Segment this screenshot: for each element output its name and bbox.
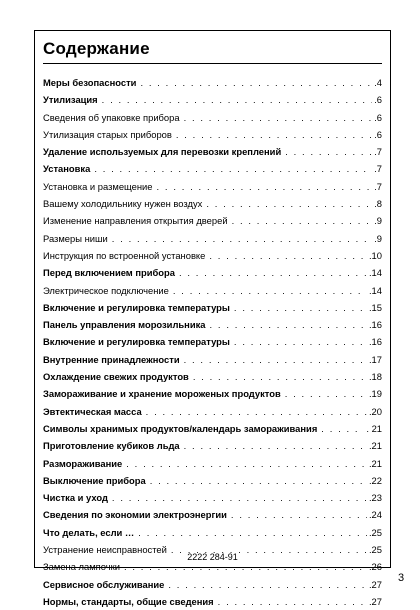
toc-entry-page: .6 xyxy=(374,111,382,123)
toc-leader-dots xyxy=(138,524,367,541)
toc-entry-title: Изменение направления открытия дверей xyxy=(43,215,228,227)
toc-entry-title: Охлаждение свежих продуктов xyxy=(43,371,189,383)
toc-entry xyxy=(43,74,382,91)
toc-entry-title: Панель управления морозильника xyxy=(43,319,206,331)
toc-leader-dots xyxy=(150,472,367,489)
toc-entry-title: Инструкция по встроенной установке xyxy=(43,249,206,261)
page-title: Содержание xyxy=(43,39,150,58)
table-of-contents xyxy=(43,74,382,610)
toc-entry-page: .10 xyxy=(368,249,382,261)
toc-entry-title: Символы хранимых продуктов/календарь замораживания xyxy=(43,422,318,434)
toc-entry-title: Размеры ниши xyxy=(43,232,108,244)
toc-entry xyxy=(43,247,382,264)
toc-leader-dots xyxy=(193,368,367,385)
toc-entry xyxy=(43,126,382,143)
toc-entry-page: .9 xyxy=(374,232,382,244)
toc-entry-page: .23 xyxy=(368,492,382,504)
toc-leader-dots xyxy=(176,126,372,143)
toc-leader-dots xyxy=(168,576,367,593)
toc-entry-page: .9 xyxy=(374,215,382,227)
toc-entry-page: .27 xyxy=(368,578,382,590)
toc-entry-page: .25 xyxy=(368,526,382,538)
toc-leader-dots xyxy=(126,455,367,472)
toc-entry-title: Включение и регулировка температуры xyxy=(43,301,230,313)
toc-leader-dots xyxy=(232,212,373,229)
toc-leader-dots xyxy=(184,109,373,126)
page-number: 3 xyxy=(398,572,405,584)
toc-entry-title: Вашему холодильнику нужен воздух xyxy=(43,198,203,210)
toc-entry xyxy=(43,385,382,402)
toc-leader-dots xyxy=(206,195,372,212)
contents-frame xyxy=(34,30,391,607)
toc-entry xyxy=(43,506,382,523)
toc-leader-dots xyxy=(173,282,367,299)
toc-entry xyxy=(43,403,382,420)
toc-entry-title: Меры безопасности xyxy=(43,77,137,88)
toc-entry xyxy=(43,230,382,247)
toc-entry-page: .16 xyxy=(368,336,382,348)
toc-entry-title: Эвтектическая масса xyxy=(43,405,142,417)
toc-entry-page: .14 xyxy=(368,284,382,296)
toc-entry-page: .6 xyxy=(374,128,382,140)
toc-entry-title: Устранение неисправностей xyxy=(43,544,167,556)
toc-leader-dots xyxy=(231,506,367,523)
toc-entry-page: .17 xyxy=(368,353,382,365)
toc-entry-page: .27 xyxy=(368,595,382,607)
toc-leader-dots xyxy=(140,74,372,91)
toc-entry xyxy=(43,351,382,368)
toc-entry-title: Приготовление кубиков льда xyxy=(43,440,180,452)
toc-entry-title: Сведения по экономии электроэнергии xyxy=(43,509,227,521)
toc-leader-dots xyxy=(112,230,372,247)
toc-entry xyxy=(43,195,382,212)
toc-entry-title: Включение и регулировка температуры xyxy=(43,336,230,348)
toc-entry xyxy=(43,212,382,229)
toc-entry-title: Установка xyxy=(43,163,91,175)
toc-entry-title: Замена лампочки xyxy=(43,561,120,573)
toc-entry xyxy=(43,333,382,350)
toc-entry xyxy=(43,368,382,385)
toc-entry-title: Удаление используемых для перевозки креплений xyxy=(43,146,282,158)
toc-leader-dots xyxy=(146,403,367,420)
toc-entry-page: .19 xyxy=(368,388,382,400)
toc-entry-page: .16 xyxy=(368,319,382,331)
toc-leader-dots xyxy=(112,489,367,506)
toc-entry-title: Сервисное обслуживание xyxy=(43,578,165,590)
toc-entry xyxy=(43,576,382,593)
toc-leader-dots xyxy=(285,143,372,160)
toc-entry-page: .15 xyxy=(368,301,382,313)
toc-entry xyxy=(43,299,382,316)
toc-entry xyxy=(43,91,382,108)
toc-entry xyxy=(43,178,382,195)
toc-entry-title: Утилизация xyxy=(43,94,98,106)
toc-leader-dots xyxy=(184,351,367,368)
toc-leader-dots xyxy=(285,385,367,402)
toc-entry-page: . 21 xyxy=(366,422,382,434)
toc-entry xyxy=(43,593,382,610)
toc-entry xyxy=(43,282,382,299)
toc-entry-title: Замораживание и хранение мороженых продуктов xyxy=(43,388,281,400)
toc-entry-title: Размораживание xyxy=(43,457,123,469)
toc-entry-page: .18 xyxy=(368,371,382,383)
toc-entry-page: .25 xyxy=(368,544,382,556)
toc-entry-title: Нормы, стандарты, общие сведения xyxy=(43,595,214,607)
toc-entry-title: Внутренние принадлежности xyxy=(43,353,180,365)
toc-entry xyxy=(43,489,382,506)
toc-entry xyxy=(43,109,382,126)
toc-leader-dots xyxy=(102,91,373,108)
toc-entry-page: .7 xyxy=(374,163,382,175)
toc-entry xyxy=(43,420,382,437)
toc-entry-title: Сведения об упаковке прибора xyxy=(43,111,180,123)
toc-entry-page: .4 xyxy=(374,77,382,88)
toc-entry-page: .20 xyxy=(368,405,382,417)
toc-entry-page: .7 xyxy=(374,146,382,158)
toc-entry-title: Утилизация старых приборов xyxy=(43,128,172,140)
toc-entry xyxy=(43,455,382,472)
toc-entry xyxy=(43,524,382,541)
toc-leader-dots xyxy=(209,247,367,264)
title-divider xyxy=(43,63,382,64)
toc-entry-page: .21 xyxy=(368,440,382,452)
toc-entry-title: Установка и размещение xyxy=(43,180,153,192)
toc-leader-dots xyxy=(321,420,364,437)
toc-leader-dots xyxy=(234,333,367,350)
toc-leader-dots xyxy=(179,264,367,281)
toc-entry-title: Электрическое подключение xyxy=(43,284,169,296)
toc-leader-dots xyxy=(218,593,367,610)
toc-entry xyxy=(43,264,382,281)
toc-entry-page: .6 xyxy=(374,94,382,106)
toc-entry xyxy=(43,437,382,454)
toc-entry-title: Чистка и уход xyxy=(43,492,108,504)
toc-entry-page: .21 xyxy=(368,457,382,469)
toc-entry xyxy=(43,316,382,333)
toc-entry-page: .14 xyxy=(368,267,382,279)
toc-leader-dots xyxy=(94,160,372,177)
toc-entry-title: Выключение прибора xyxy=(43,474,146,486)
toc-entry xyxy=(43,143,382,160)
toc-leader-dots xyxy=(210,316,367,333)
toc-entry-page: .26 xyxy=(368,561,382,573)
toc-entry xyxy=(43,472,382,489)
toc-entry-page: .7 xyxy=(374,180,382,192)
toc-entry-page: .24 xyxy=(368,509,382,521)
toc-entry xyxy=(43,160,382,177)
toc-entry-title: Перед включением прибора xyxy=(43,267,175,279)
toc-entry-title: Что делать, если … xyxy=(43,526,135,538)
toc-entry-page: .22 xyxy=(368,474,382,486)
toc-leader-dots xyxy=(234,299,367,316)
document-code: 2222 284-91 xyxy=(187,552,238,562)
toc-entry-page: .8 xyxy=(374,198,382,210)
toc-leader-dots xyxy=(184,437,367,454)
toc-leader-dots xyxy=(157,178,373,195)
